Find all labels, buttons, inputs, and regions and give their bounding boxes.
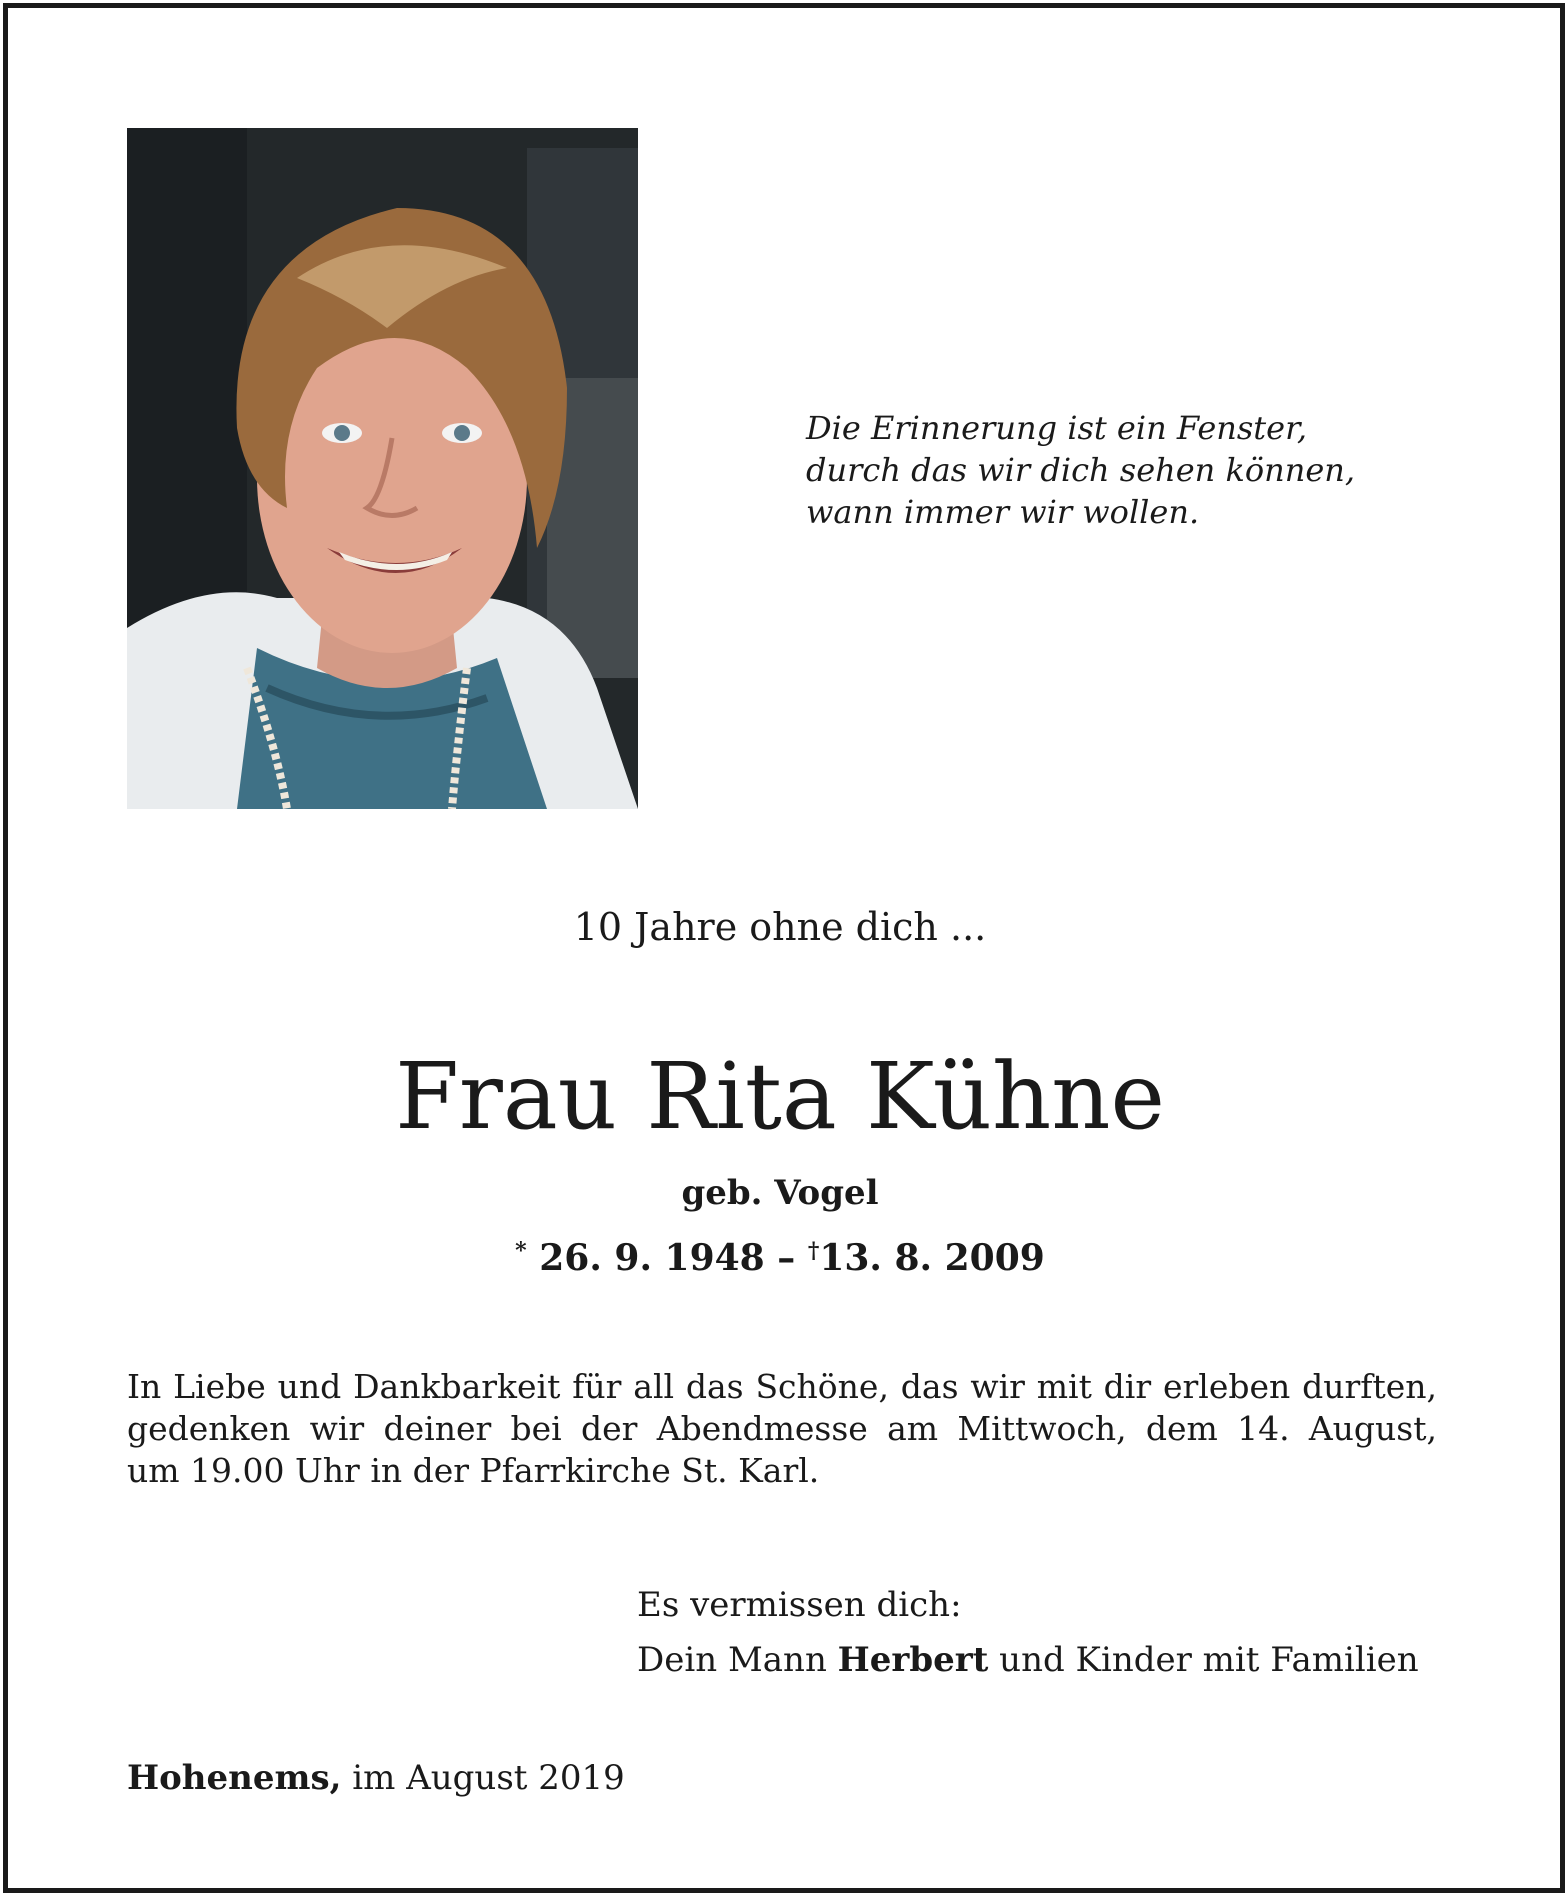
mourners-highlight: Herbert (837, 1640, 989, 1680)
quote-line: Die Erinnerung ist ein Fenster, (806, 409, 1308, 447)
deceased-name: Frau Rita Kühne (395, 1043, 1165, 1150)
mourners-list (637, 1633, 1419, 1688)
place-date (127, 1758, 625, 1798)
memorial-announcement (127, 1366, 1437, 1492)
quote-line: wann immer wir wollen. (806, 493, 1200, 531)
birth-name: geb. Vogel (681, 1173, 879, 1213)
mourners-block (637, 1578, 1419, 1688)
mourners-heading: Es vermissen dich: (637, 1585, 962, 1625)
death-symbol: † (807, 1238, 820, 1264)
announcement-line: gedenken wir deiner bei der Abendmesse am Mittwoch, dem 14. August, (127, 1409, 1437, 1448)
quote-line: durch das wir dich sehen können, (806, 451, 1356, 489)
birth-date: 26. 9. 1948 (539, 1237, 765, 1279)
portrait-illustration (127, 128, 638, 809)
memorial-quote (806, 407, 1355, 533)
portrait-photo (127, 128, 638, 809)
death-date: 13. 8. 2009 (819, 1237, 1045, 1279)
announcement-date: im August 2019 (352, 1758, 625, 1798)
mourners-prefix: Dein Mann (637, 1640, 827, 1680)
announcement-line: um 19.00 Uhr in der Pfarrkirche St. Karl. (127, 1451, 820, 1490)
life-dates (0, 1237, 1560, 1279)
announcement-line: In Liebe und Dankbarkeit für all das Schöne, das wir mit dir erleben durften, (127, 1367, 1437, 1406)
birth-symbol: * (515, 1238, 527, 1264)
date-separator: – (777, 1237, 796, 1279)
mourners-suffix: und Kinder mit Familien (999, 1640, 1419, 1680)
place-name: Hohenems, (127, 1758, 342, 1798)
intro-line: 10 Jahre ohne dich ... (573, 905, 987, 949)
